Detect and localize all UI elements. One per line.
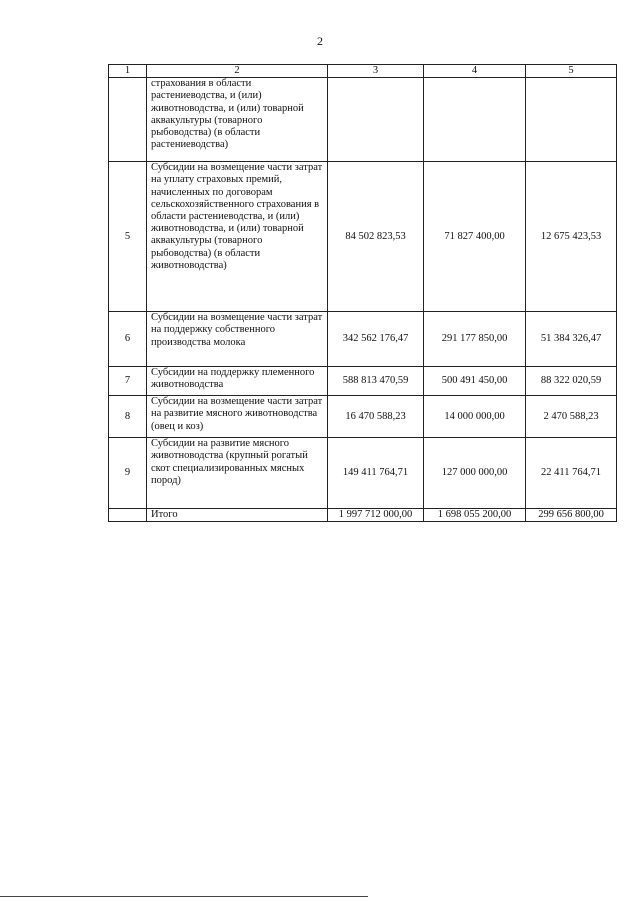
column-header: 2 — [147, 65, 328, 78]
page-number: 2 — [317, 34, 323, 48]
table-total-row — [109, 509, 617, 522]
amount-col5: 299 656 800,00 — [526, 509, 617, 522]
column-header: 4 — [424, 65, 526, 78]
amount-col3: 16 470 588,23 — [328, 396, 424, 438]
amount-col4: 127 000 000,00 — [424, 438, 526, 509]
row-description: Итого — [147, 509, 328, 522]
table-row — [109, 78, 617, 162]
bottom-rule — [0, 896, 368, 897]
row-description: Субсидии на возмещение части затрат на уплату страховых премий, начисленных по договорам сельскохозяйственного страхования в области растениеводства, и (или) животноводства, и (или) товарной аквакультуры (товарного рыбоводства) (в области животноводства) — [147, 162, 328, 312]
amount-col4: 1 698 055 200,00 — [424, 509, 526, 522]
row-description: Субсидии на поддержку племенного животноводства — [147, 367, 328, 396]
row-number — [109, 509, 147, 522]
amount-col3: 588 813 470,59 — [328, 367, 424, 396]
amount-col4: 291 177 850,00 — [424, 312, 526, 367]
table-header-row — [109, 65, 617, 78]
amount-col5: 22 411 764,71 — [526, 438, 617, 509]
subsidy-table — [108, 64, 617, 522]
row-number: 6 — [109, 312, 147, 367]
amount-col4: 71 827 400,00 — [424, 162, 526, 312]
amount-col5: 2 470 588,23 — [526, 396, 617, 438]
row-number: 9 — [109, 438, 147, 509]
table-row — [109, 162, 617, 312]
row-description: страхования в области растениеводства, и (или) животноводства, и (или) товарной аквакультуры (товарного рыбоводства) (в области растениеводства) — [147, 78, 328, 162]
amount-col3: 1 997 712 000,00 — [328, 509, 424, 522]
amount-col5 — [526, 78, 617, 162]
amount-col4: 500 491 450,00 — [424, 367, 526, 396]
amount-col3: 149 411 764,71 — [328, 438, 424, 509]
amount-col4: 14 000 000,00 — [424, 396, 526, 438]
row-number: 5 — [109, 162, 147, 312]
table-row — [109, 312, 617, 367]
amount-col5: 12 675 423,53 — [526, 162, 617, 312]
table-row — [109, 367, 617, 396]
column-header: 1 — [109, 65, 147, 78]
amount-col4 — [424, 78, 526, 162]
row-description: Субсидии на возмещение части затрат на поддержку собственного производства молока — [147, 312, 328, 367]
amount-col5: 88 322 020,59 — [526, 367, 617, 396]
table-row — [109, 438, 617, 509]
row-number: 7 — [109, 367, 147, 396]
row-number: 8 — [109, 396, 147, 438]
row-number — [109, 78, 147, 162]
row-description: Субсидии на развитие мясного животноводства (крупный рогатый скот специализированных мясных пород) — [147, 438, 328, 509]
row-description: Субсидии на возмещение части затрат на развитие мясного животноводства (овец и коз) — [147, 396, 328, 438]
amount-col3 — [328, 78, 424, 162]
column-header: 3 — [328, 65, 424, 78]
amount-col3: 84 502 823,53 — [328, 162, 424, 312]
table-row — [109, 396, 617, 438]
amount-col3: 342 562 176,47 — [328, 312, 424, 367]
amount-col5: 51 384 326,47 — [526, 312, 617, 367]
column-header: 5 — [526, 65, 617, 78]
